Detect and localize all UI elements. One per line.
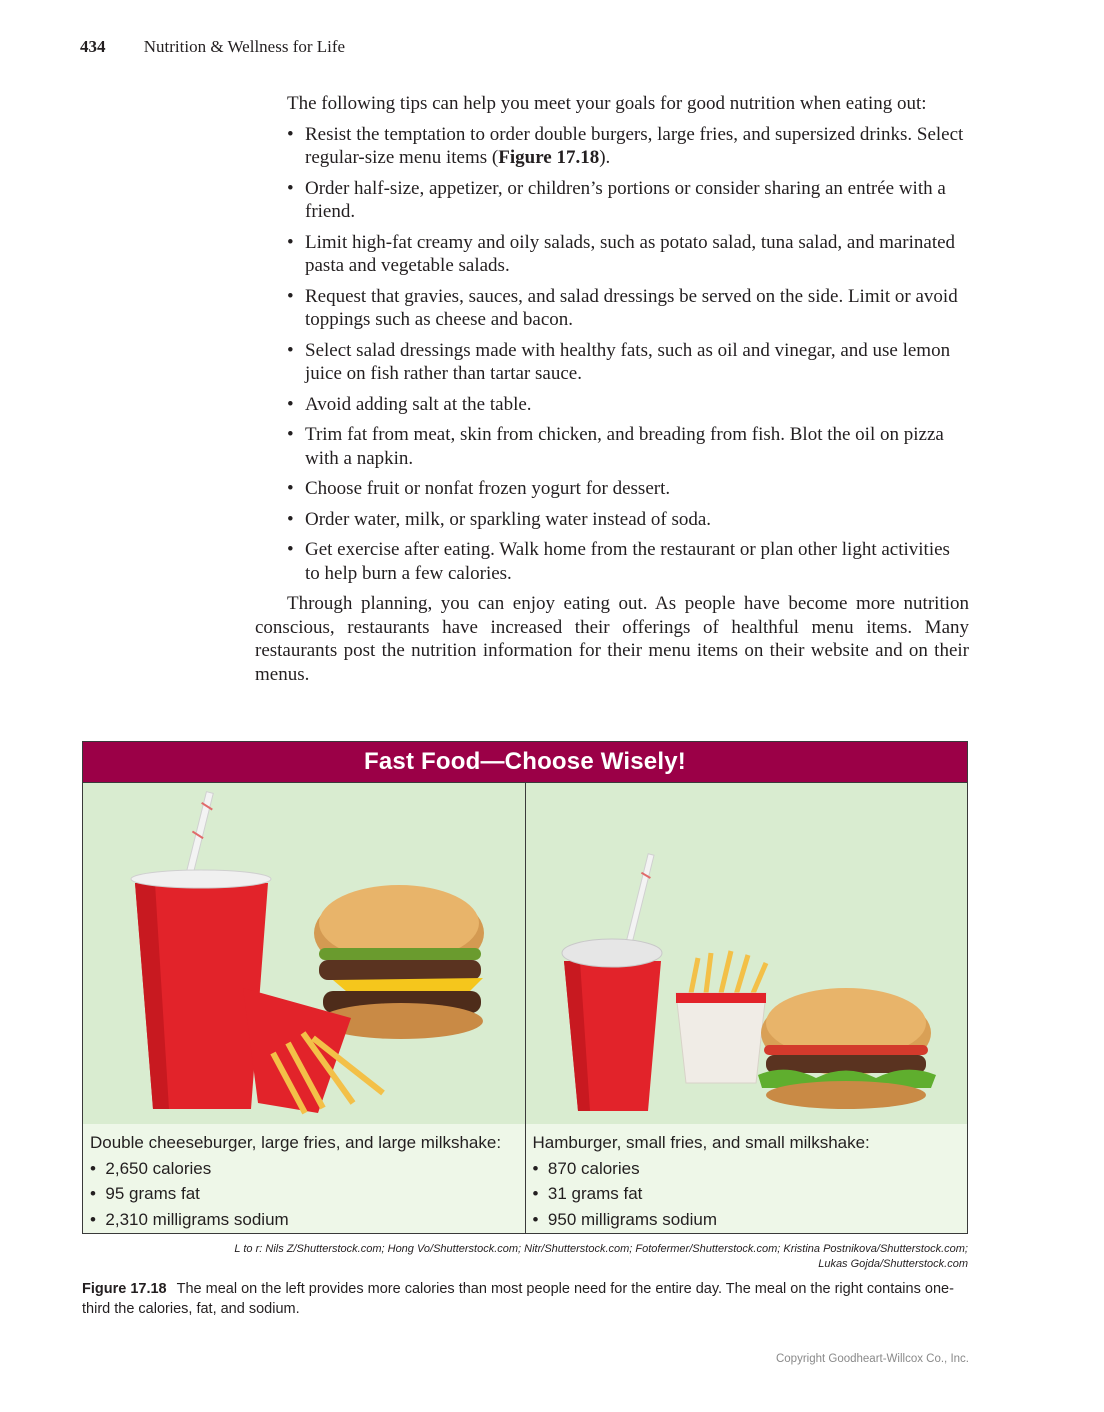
list-item: • 950 milligrams sodium	[533, 1207, 962, 1233]
left-nutrition-list	[90, 1156, 519, 1233]
list-item: • 31 grams fat	[533, 1181, 962, 1207]
right-meal-info	[526, 1124, 968, 1232]
list-item: • 2,650 calories	[90, 1156, 519, 1182]
bullet-icon: •	[287, 339, 294, 361]
figure-title: Fast Food—Choose Wisely!	[83, 742, 967, 783]
tip-item: • Choose fruit or nonfat frozen yogurt for dessert.	[287, 478, 671, 499]
book-title: Nutrition & Wellness for Life	[143, 37, 346, 56]
right-meal-heading: Hamburger, small fries, and small milkshake:	[532, 1133, 870, 1152]
large-meal-photo	[83, 783, 525, 1124]
bullet-icon: •	[287, 508, 294, 530]
tip-item: • Get exercise after eating. Walk home from the restaurant or plan other light activities to help burn a few calories.	[287, 539, 950, 584]
right-nutrition-list	[533, 1156, 962, 1233]
list-item: • 870 calories	[533, 1156, 962, 1182]
body-text	[255, 92, 969, 686]
figure-17-18	[82, 741, 968, 1234]
tip-item: • Order water, milk, or sparkling water instead of soda.	[287, 508, 712, 530]
figure-caption	[82, 1279, 968, 1319]
tip-item: • Trim fat from meat, skin from chicken, and breading from fish. Blot the oil on pizza with a napkin.	[287, 424, 944, 469]
list-item: • 2,310 milligrams sodium	[90, 1207, 519, 1233]
figure-reference: Figure 17.18	[498, 147, 600, 168]
figure-caption-text: The meal on the left provides more calories than most people need for the entire day. The meal on the right contains one-third the calories, fat, and sodium.	[82, 1281, 954, 1317]
bullet-icon: •	[287, 177, 294, 199]
left-meal-info	[83, 1124, 525, 1232]
right-meal-column	[526, 783, 968, 1234]
closing-paragraph: Through planning, you can enjoy eating out. As people have become more nutrition conscious, restaurants have increased their offerings of healthful menu items. Many restaurants post the nutrition information for their menu items on their website and on their menus.	[255, 593, 969, 685]
bullet-icon: •	[287, 478, 294, 499]
bullet-icon: •	[287, 231, 294, 253]
bullet-icon: •	[287, 285, 294, 307]
copyright-notice: Copyright Goodheart-Willcox Co., Inc.	[775, 1353, 969, 1365]
tip-item: • Select salad dressings made with healthy fats, such as oil and vinegar, and use lemon juice on fish rather than tartar sauce.	[287, 339, 951, 384]
left-meal-heading: Double cheeseburger, large fries, and large milkshake:	[90, 1133, 502, 1152]
page-number: 434	[80, 37, 106, 56]
small-meal-photo	[526, 783, 968, 1124]
bullet-icon: •	[287, 424, 294, 445]
bullet-icon: •	[287, 123, 294, 145]
tips-list	[255, 123, 969, 586]
tip-item: • Avoid adding salt at the table.	[287, 393, 532, 415]
tip-item: • Limit high-fat creamy and oily salads, such as potato salad, tuna salad, and marinated pasta and vegetable salads.	[287, 231, 956, 276]
running-header	[80, 37, 345, 57]
left-meal-column	[83, 783, 526, 1234]
figure-label: Figure 17.18	[82, 1281, 167, 1297]
tip-item: • Request that gravies, sauces, and salad dressings be served on the side. Limit or avoid toppings such as cheese and bacon.	[287, 285, 958, 330]
tip-item: • Order half-size, appetizer, or children’s portions or consider sharing an entrée with a friend.	[287, 177, 946, 222]
bullet-icon: •	[287, 539, 294, 560]
photo-credits: L to r: Nils Z/Shutterstock.com; Hong Vo/Shutterstock.com; Nitr/Shutterstock.com; Fotofermer/Shutterstock.com; Kristina Postnikova/Shutterstock.com; Lukas Gojda/Shutterstock.com	[234, 1243, 968, 1270]
tip-item: • Resist the temptation to order double burgers, large fries, and supersized drinks. Select regular-size menu items (Figure 17.18).	[287, 123, 964, 168]
bullet-icon: •	[287, 393, 294, 415]
intro-paragraph: The following tips can help you meet your goals for good nutrition when eating out:	[287, 93, 927, 114]
list-item: • 95 grams fat	[90, 1181, 519, 1207]
